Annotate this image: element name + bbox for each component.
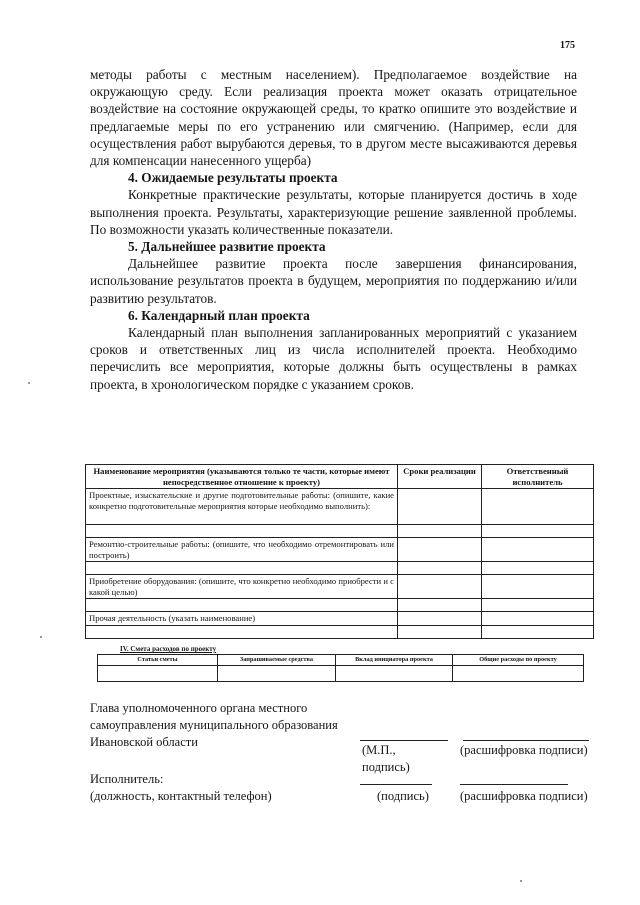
executor-signature-line bbox=[360, 784, 432, 785]
decoding-label-2: (расшифровка подписи) bbox=[460, 789, 588, 803]
section-6-text: Календарный план выполнения запланированных мероприятий с указанием сроков и ответственных лиц из числа исполнителей проекта. Необходимо перечислить все мероприятия, которые должны быть осуществлены в рамках проекта, в хронологическом порядке с указанием сроков. bbox=[90, 325, 577, 392]
signature-line bbox=[360, 740, 448, 741]
signature-label-2: (подпись) bbox=[377, 789, 429, 803]
table-header-row bbox=[86, 465, 594, 489]
table-row bbox=[86, 625, 594, 638]
head-title-line-1: Глава уполномоченного органа местного bbox=[90, 701, 308, 715]
budget-header-items: Статьи сметы bbox=[98, 655, 218, 666]
table-row bbox=[86, 599, 594, 612]
head-title-line-2: самоуправления муниципального образования bbox=[90, 718, 338, 732]
mp-label: (М.П., bbox=[362, 743, 396, 757]
table-row bbox=[86, 612, 594, 626]
head-title-line-3: Ивановской области bbox=[90, 735, 198, 749]
page-number: 175 bbox=[560, 40, 575, 51]
budget-title: IV. Смета расходов по проекту bbox=[120, 645, 217, 653]
table-row bbox=[86, 489, 594, 525]
scan-speck bbox=[28, 382, 30, 384]
budget-table bbox=[97, 654, 584, 682]
header-activity: Наименование мероприятия (указываются только те части, которые имеют непосредственное отношение к проекту) bbox=[86, 465, 398, 489]
section-6-heading: 6. Календарный план проекта bbox=[128, 307, 310, 323]
decoding-label-1: (расшифровка подписи) bbox=[460, 743, 588, 757]
row-preparatory: Проектные, изыскательские и другие подготовительные работы: (опишите, какие конкретно подготовительные мероприятия которые необходимо выполнить): bbox=[86, 489, 398, 525]
executor-details: (должность, контактный телефон) bbox=[90, 789, 272, 803]
header-deadlines: Сроки реализации bbox=[398, 465, 482, 489]
executor-label: Исполнитель: bbox=[90, 772, 164, 786]
table-row bbox=[86, 575, 594, 599]
budget-header-row bbox=[98, 655, 584, 666]
section-4-heading: 4. Ожидаемые результаты проекта bbox=[128, 170, 338, 186]
row-equipment: Приобретение оборудования: (опишите, что конкретно необходимо приобрести и с какой целью) bbox=[86, 575, 398, 599]
calendar-plan-table bbox=[85, 464, 594, 639]
budget-header-contribution: Вклад инициатора проекта bbox=[336, 655, 453, 666]
table-row bbox=[98, 666, 584, 682]
mp-signature-label: подпись) bbox=[362, 760, 410, 774]
row-construction: Ремонтно-строительные работы: (опишите, что необходимо отремонтировать или построить) bbox=[86, 538, 398, 562]
scan-speck bbox=[40, 636, 42, 638]
header-responsible: Ответственный исполнитель bbox=[482, 465, 594, 489]
table-row bbox=[86, 562, 594, 575]
section-5-text: Дальнейшее развитие проекта после завершения финансирования, использование результатов проекта в будущем, мероприятия по поддержанию и/или развитию результатов. bbox=[90, 256, 577, 306]
signature-decoding-line bbox=[463, 740, 589, 741]
paragraph-1: методы работы с местным населением). Предполагаемое воздействие на окружающую среду. Если реализация проекта может оказать отрицательное воздействие на состояние окружающей среды, то кратко опишите это воздействие и предлагаемые меры по его устранению или смягчению. (Например, если для осуществления работ вырубаются деревья, то в другом месте высаживаются деревья для компенсации нанесенного ущерба) bbox=[90, 67, 577, 169]
section-4-text: Конкретные практические результаты, которые планируется достичь в ходе выполнения проекта. Результаты, характеризующие решение заявленной проблемы. По возможности указать количественные показатели. bbox=[90, 187, 577, 237]
table-row bbox=[86, 525, 594, 538]
scan-speck bbox=[520, 880, 522, 882]
table-row bbox=[86, 538, 594, 562]
budget-header-total: Общие расходы по проекту bbox=[453, 655, 584, 666]
budget-header-requested: Запрашиваемые средства bbox=[218, 655, 336, 666]
main-text bbox=[90, 66, 577, 393]
row-other: Прочая деятельность (указать наименование) bbox=[86, 612, 398, 626]
section-5-heading: 5. Дальнейшее развитие проекта bbox=[128, 239, 326, 255]
executor-decoding-line bbox=[460, 784, 568, 785]
